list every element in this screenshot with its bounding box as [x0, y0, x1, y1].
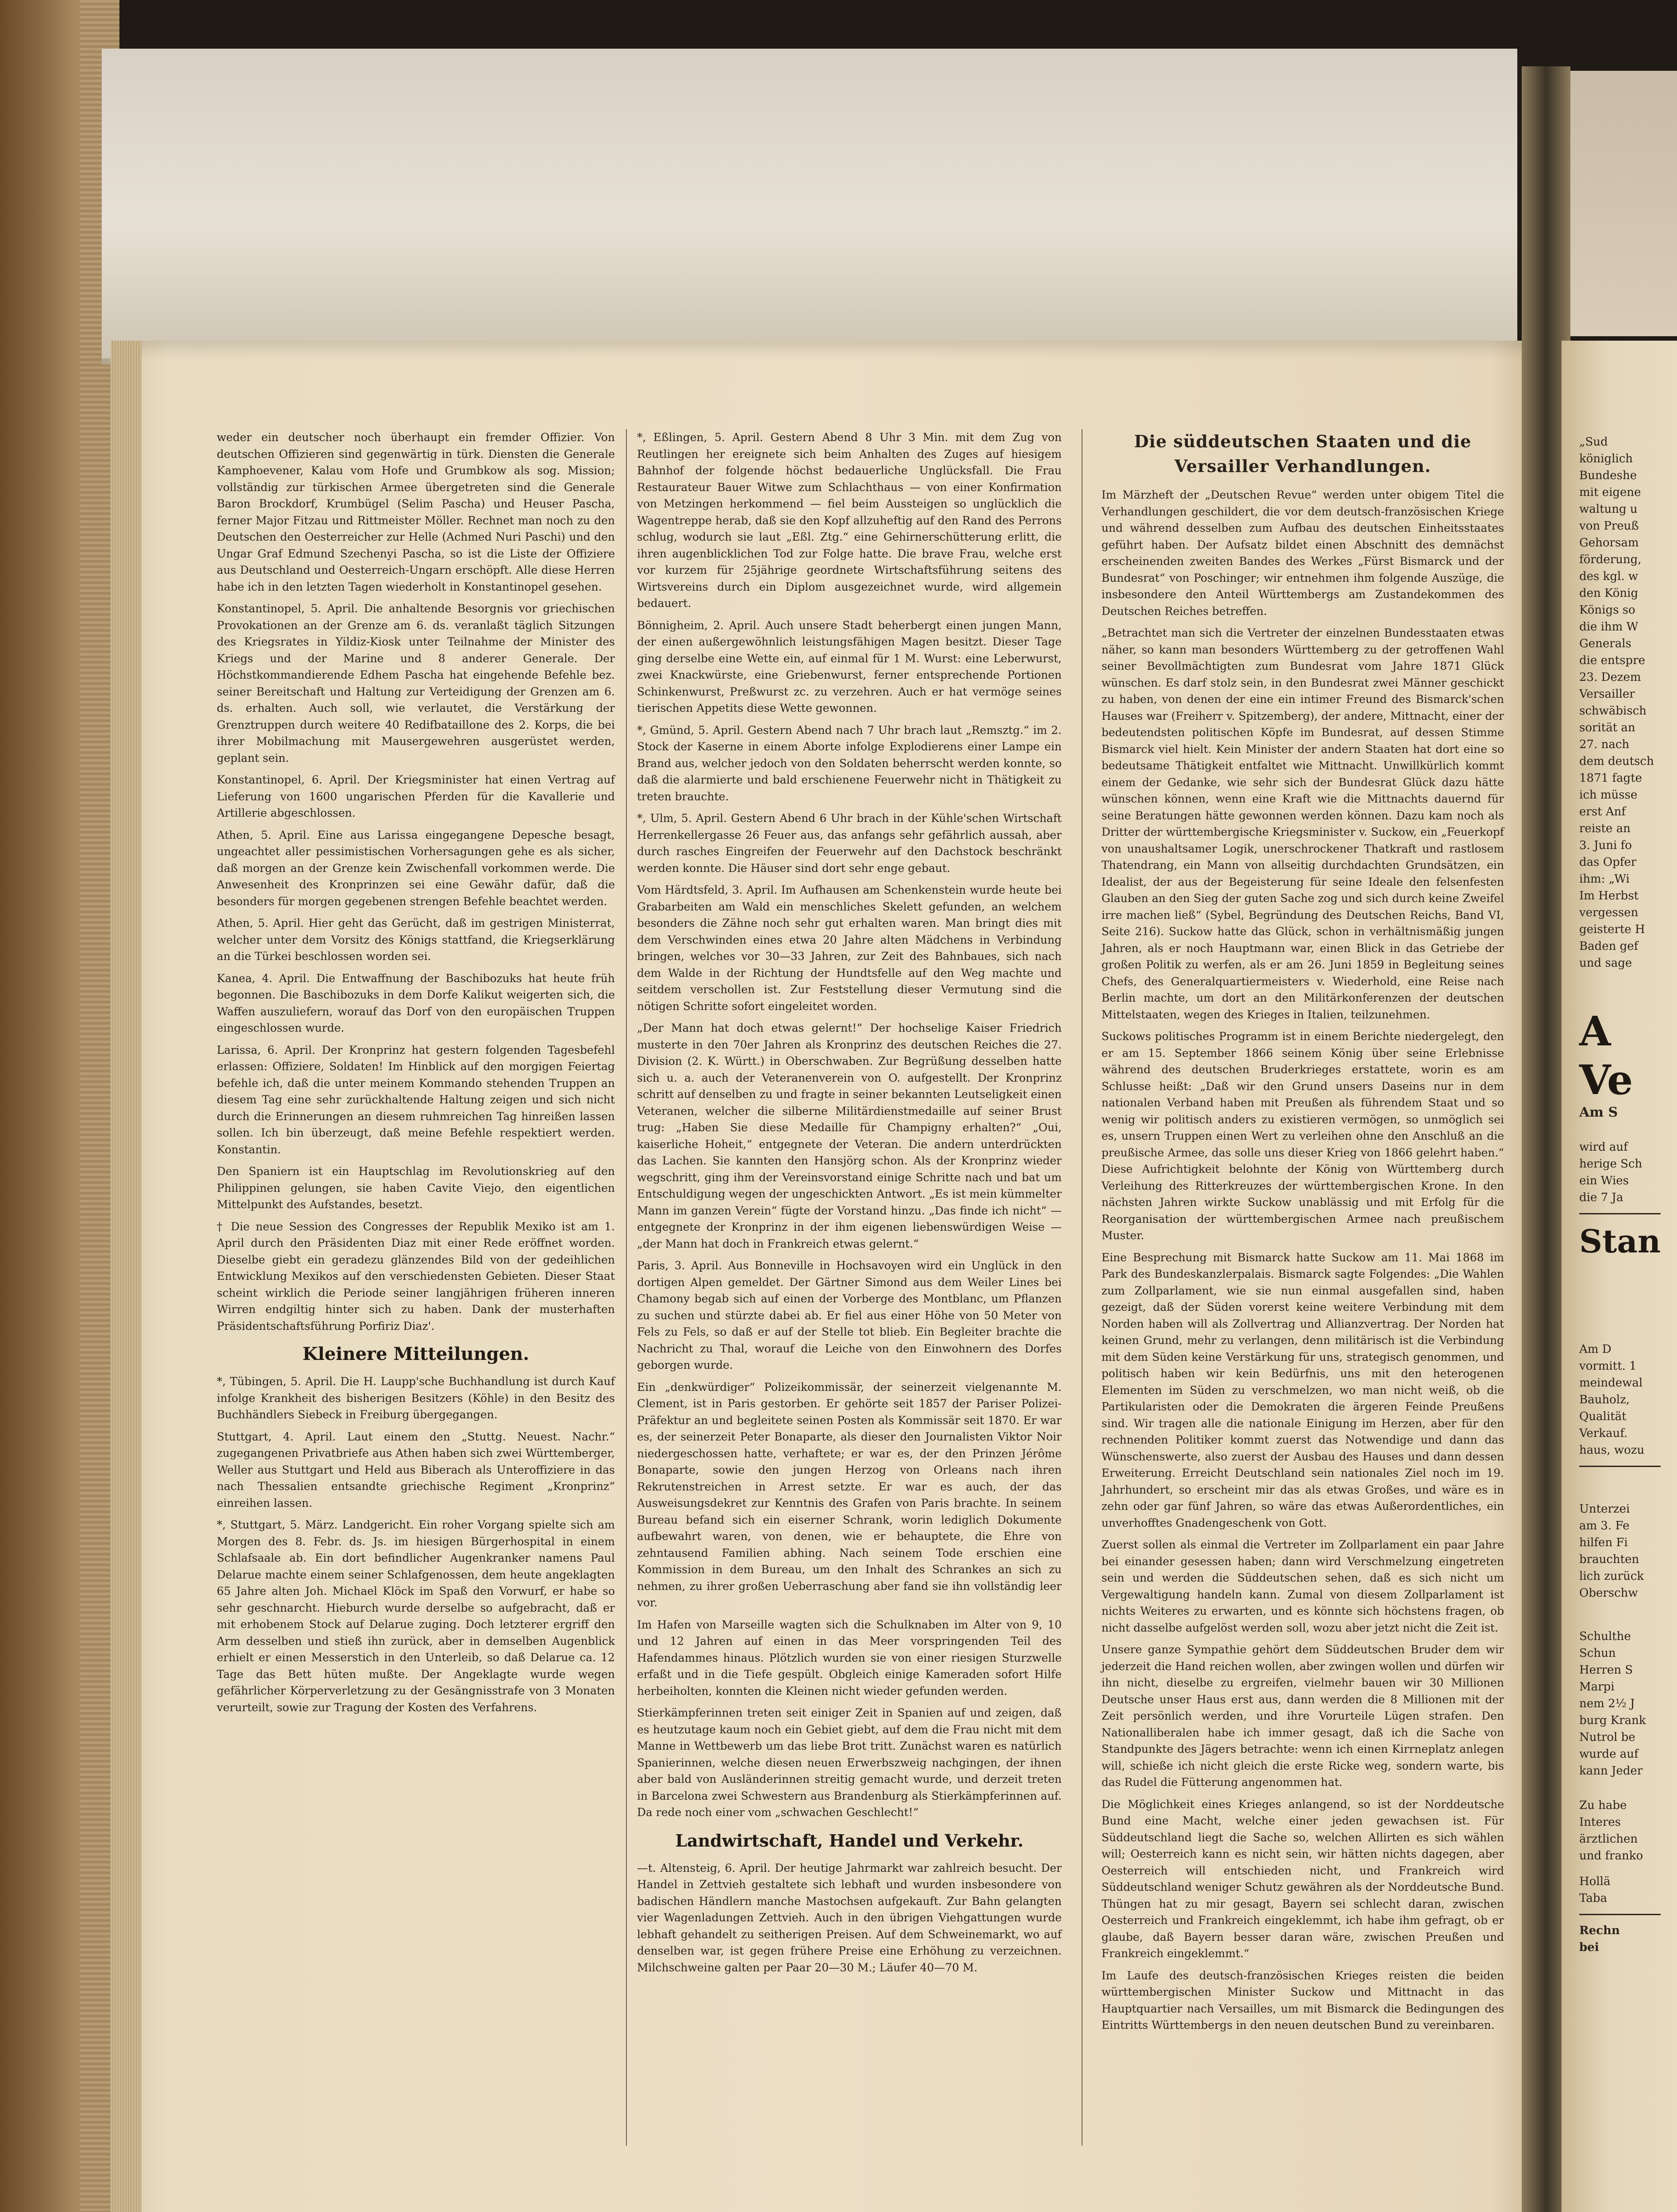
- paragraph: *, Gmünd, 5. April. Gestern Abend nach 7 Uhr brach laut „Remsztg.“ im 2. Stock der Kaserne in einem Aborte infolge Explodierens einer Lampe ein Brand aus, welcher jedoch von den Soldaten beherrscht werden konnte, so daß die alarmierte und bald erschienene Feuerwehr nicht in Thätigkeit zu treten brauchte.: [637, 723, 1062, 803]
- right-page-line: Am S: [1579, 1105, 1618, 1120]
- right-page-line: und franko: [1579, 1849, 1643, 1863]
- paragraph: „Betrachtet man sich die Vertreter der einzelnen Bundesstaaten etwas näher, so kann man besonders Württemberg zu der getroffenen Wahl seiner Bevollmächtigten zum Bundesrat vom Jahre 1871 Glück wünschen. Es darf stolz sein, in den Bundesrat zwei Männer geschickt zu haben, von denen der eine ein intimer Freund des Bismarck'schen Hauses war (Freiherr v. Spitzemberg), der andere, Mittnacht, einer der bedeutendsten politischen Köpfe im Bundesrat, auf dessen Stimme Bismarck viel hielt. Kein Minister der andern Staaten hat dort eine so bedeutsame Thätigkeit entfaltet wie Mittnacht. Unwillkürlich kommt einem der Gedanke, wie sehr sich der Bundesrat Glück dazu hätte wünschen können, wenn eine Kraft wie die Mittnachts dauernd für seine Beratungen hätte gewonnen werden können. Dazu kam noch als Dritter der württembergische Kriegsminister v. Suckow, ein „Feuerkopf von unaushaltsamer Logik, unerschrockener Thatkraft und rastlosem Thatendrang, ein Mann von allseitig durchdachten Grundsätzen, ein Idealist, der aus der Begeisterung für seine Ideale den felsenfesten Glauben an den Sieg der guten Sache zog und sich durch keine Zweifel irre machen ließ“ (Sybel, Begründung des Deutschen Reichs, Band VI, Seite 216). Suckow hatte das Glück, schon in verhältnismäßig jungen Jahren, als er noch Hauptmann war, einen Blick in das Getriebe der großen Politik zu werfen, als er am 26. Juni 1859 in Begleitung seines Chefs, des Generalquartiermeisters v. Wiederhold, eine Reise nach Berlin machte, um dort an den Militärkonferenzen der deutschen Mittelstaaten, wegen des Krieges in Italien, teilzunehmen.: [1101, 626, 1504, 1021]
- right-page-line: wurde auf: [1579, 1747, 1639, 1761]
- right-page-heading: Ve: [1579, 1056, 1633, 1104]
- paragraph: Den Spaniern ist ein Hauptschlag im Revolutionskrieg auf den Philippinen gelungen, sie haben Cavite Viejo, den eigentlichen Mittelpunkt des Aufstandes, besetzt.: [217, 1165, 615, 1211]
- right-page-line: vergessen: [1579, 906, 1639, 919]
- right-page-line: die ihm W: [1579, 620, 1639, 634]
- right-page-line: nem 2½ J: [1579, 1697, 1635, 1710]
- column-1: [217, 429, 615, 1721]
- right-page-line: ärztlichen: [1579, 1832, 1638, 1846]
- right-page-block-7: [1579, 1873, 1661, 1907]
- paragraph: Vom Härdtsfeld, 3. April. Im Aufhausen am Schenkenstein wurde heute bei Grabarbeiten am Wald ein menschliches Skelett gefunden, an welchem besonders die Zähne noch sehr gut erhalten waren. Man bringt dies mit dem Verschwinden eines etwa 20 Jahre alten Mädchens in Verbindung bringen, welches vor 30—33 Jahren, zur Zeit des Bahnbaues, sich nach dem Walde in der Richtung der Hundtsfelle auf den Weg machte und seitdem verschollen ist. Zur Feststellung dieser Vermutung sind die nötigen Schritte sofort eingeleitet worden.: [637, 883, 1062, 1013]
- right-page: [1562, 341, 1677, 2212]
- right-page-line: des kgl. w: [1579, 570, 1639, 583]
- right-page-text: [1579, 434, 1661, 1956]
- right-page-line: und sage: [1579, 956, 1632, 970]
- right-page-line: Oberschw: [1579, 1586, 1638, 1600]
- paragraph: Larissa, 6. April. Der Kronprinz hat gestern folgenden Tagesbefehl erlassen: Offiziere, Soldaten! Im Hinblick auf den morgigen Feiertag befehle ich, daß die unter meinem Kommando stehenden Truppen an diesem Tag eine sehr zurückhaltende Haltung zeigen und sich nicht durch die Erinnerungen an diesem ruhmreichen Tag hinreißen lassen sollen. Ich bin überzeugt, daß meine Befehle respektiert werden. Konstantin.: [217, 1043, 615, 1156]
- right-page-line: ich müsse: [1579, 788, 1638, 802]
- right-page-line: burg Krank: [1579, 1714, 1646, 1727]
- right-page-line: Schun: [1579, 1647, 1616, 1660]
- right-page-line: geisterte H: [1579, 923, 1645, 936]
- paragraph: Paris, 3. April. Aus Bonneville in Hochsavoyen wird ein Unglück in den dortigen Alpen gemeldet. Der Gärtner Simond aus dem Weiler Lines bei Chamony begab sich auf einen der Vorberge des Montblanc, um Pflanzen zu suchen und stürzte dabei ab. Er fiel aus einer Höhe von 50 Meter von Fels zu Fels, so daß er auf der Stelle tot blieb. Ein Begleiter brachte die Nachricht zu Thal, worauf die Leiche von den Einwohnern des Dorfes geborgen wurde.: [637, 1259, 1062, 1371]
- right-page-line: Marpi: [1579, 1680, 1615, 1694]
- right-page-line: brauchten: [1579, 1553, 1639, 1566]
- right-page-line: mit eigene: [1579, 486, 1641, 499]
- right-page-block-5: [1579, 1628, 1661, 1779]
- right-page-line: Herren S: [1579, 1663, 1633, 1677]
- right-page-line: sorität an: [1579, 721, 1635, 734]
- right-page-line: von Preuß: [1579, 519, 1639, 533]
- right-page-line: ihm: „Wi: [1579, 872, 1630, 886]
- right-page-line: bei: [1579, 1941, 1599, 1954]
- right-page-block-3: [1579, 1341, 1661, 1459]
- column-divider: [626, 429, 627, 2146]
- right-page-line: wird auf: [1579, 1141, 1628, 1154]
- right-page-line: reiste an: [1579, 822, 1631, 835]
- right-page-line: Verkauf.: [1579, 1427, 1628, 1440]
- divider: [1579, 1914, 1661, 1915]
- paragraph: Im Hafen von Marseille wagten sich die Schulknaben im Alter von 9, 10 und 12 Jahren auf einen in das Meer vorspringenden Teil des Hafendammes hinaus. Plötzlich wurden sie von einer riesigen Sturzwelle erfaßt und in die Tiefe gespült. Obgleich einige Kameraden sofort Hilfe herbeiholten, konnten die Kleinen nicht wieder gefunden werden.: [637, 1618, 1062, 1697]
- right-page-line: Interes: [1579, 1816, 1621, 1829]
- right-page-line: Schulthe: [1579, 1630, 1631, 1643]
- right-page-block-1: [1579, 434, 1661, 972]
- paragraph: Eine Besprechung mit Bismarck hatte Suckow am 11. Mai 1868 im Park des Bundeskanzlerpalais. Bismarck sagte Folgendes: „Die Wahlen zum Zollparlament, wie sie nun einmal ausgefallen sind, haben gezeigt, daß der Süden vorerst keine weitere Verbindung mit dem Norden haben will als Zollvertrag und Allianzvertrag. Der Norden hat keinen Grund, mehr zu verlangen, denn militärisch ist die Verbindung mit dem Süden keine Verstärkung für uns, strategisch genommen, und politisch haben wir kein Bedürfnis, uns mit den heterogenen Elementen im Süden zu verschmelzen, wo man nicht weiß, ob die Partikularisten oder die Demokraten die ärgeren Feinde Preußens sind. Wir tragen alle die nationale Einigung im Herzen, aber für den rechnenden Politiker kommt zuerst das Notwendige und dann das Wünschenswerte, also zuerst der Ausbau des Hauses und dann dessen Erweiterung. Erreicht Deutschland sein nationales Ziel noch im 19. Jahrhundert, so erscheint mir das als etwas Großes, und wäre es in zehn oder gar fünf Jahren, so wäre das etwas Außerordentliches, ein unverhofftes Gnadengeschenk von Gott.: [1101, 1251, 1504, 1529]
- right-page-line: erst Anf: [1579, 805, 1626, 818]
- right-page-heading: A: [1579, 1007, 1611, 1055]
- paragraph: Konstantinopel, 6. April. Der Kriegsminister hat einen Vertrag auf Lieferung von 1600 ungarischen Pferden für die Kavallerie und Artillerie abgeschlossen.: [217, 773, 615, 819]
- right-page-line: vormitt. 1: [1579, 1359, 1637, 1373]
- right-page-line: 1871 fagte: [1579, 772, 1642, 785]
- right-page-line: Gehorsam: [1579, 536, 1639, 549]
- right-page-block-8: [1579, 1922, 1661, 1956]
- paragraph: Zuerst sollen als einmal die Vertreter im Zollparlament ein paar Jahre bei einander gesessen haben; dann wird Verschmelzung eingetreten sein und werden die Süddeutschen sehen, daß es sich nicht um Vergewaltigung handeln kann. Zumal von diesem Zollparlament ist nichts Weiteres zu erwarten, und es könnte sich höchstens fragen, ob nicht dasselbe aufgelöst werden soll, wozu aber jetzt nicht die Zeit ist.: [1101, 1538, 1504, 1634]
- right-page-line: 23. Dezem: [1579, 671, 1641, 684]
- right-page-line: königlich: [1579, 452, 1633, 465]
- right-page-line: den König: [1579, 587, 1639, 600]
- right-page-line: das Opfer: [1579, 856, 1637, 869]
- paragraph: —t. Altensteig, 6. April. Der heutige Jahrmarkt war zahlreich besucht. Der Handel in Zettvieh gestaltete sich lebhaft und wurden insbesondere von badischen Händlern manche Mastochsen aufgekauft. Zur Bahn gelangten vier Wagenladungen Zettvieh. Auch in den übrigen Viehgattungen wurde lebhaft gehandelt zu seitherigen Preisen. Auf dem Schweinemarkt, wo auf denselben war, ist gegen frühere Preise eine Erhöhung zu verzeichnen. Milchschweine galten per Paar 20—30 M.; Läufer 40—70 M.: [637, 1861, 1062, 1974]
- section-heading: Landwirtschaft, Handel und Verkehr.: [675, 1830, 1024, 1851]
- section-heading: Kleinere Mitteilungen.: [302, 1344, 530, 1364]
- right-page-line: Baden gef: [1579, 940, 1639, 953]
- right-page-line: dem deutsch: [1579, 755, 1654, 768]
- paragraph: Im Laufe des deutsch-französischen Krieges reisten die beiden württembergischen Minister Suckow und Mittnacht in das Hauptquartier nach Versailles, um mit Bismarck die Bedingungen des Eintritts Württembergs in den neuen deutschen Bund zu vereinbaren.: [1101, 1969, 1504, 2032]
- article-title: [1101, 429, 1504, 479]
- right-page-line: Hollä: [1579, 1875, 1611, 1888]
- right-page-block-6: [1579, 1797, 1661, 1864]
- paragraph: Suckows politisches Programm ist in einem Berichte niedergelegt, den er am 15. September 1866 seinem König über seine Erlebnisse während des deutschen Bruderkrieges erstattete, worin es am Schlusse heißt: „Daß wir den Grund unsers Daseins nur in dem nationalen Verband haben mit Preußen als führendem Staat und so wenig wir politisch anders zu existieren vermögen, so unmöglich sei es, unsern Truppen einen Wert zu verleihen ohne den Anschluß an die preußische Armee, das solle uns dieser Krieg von 1866 gelehrt haben.“ Diese Aufrichtigkeit belohnte der König von Württemberg durch Verleihung des Ritterkreuzes der württembergischen Krone. In den nächsten Jahren wirkte Suckow unablässig und mit Erfolg für die Reorganisation der württembergischen Armee nach preußischem Muster.: [1101, 1030, 1504, 1242]
- divider: [1579, 1466, 1661, 1467]
- right-page-line: Unterzei: [1579, 1502, 1630, 1516]
- right-page-line: Im Herbst: [1579, 889, 1639, 902]
- right-page-line: Rechn: [1579, 1924, 1620, 1937]
- right-page-line: haus, wozu: [1579, 1444, 1645, 1457]
- right-page-line: förderung,: [1579, 553, 1642, 566]
- right-page-line: Versailler: [1579, 687, 1635, 701]
- right-page-line: hilfen Fi: [1579, 1536, 1628, 1549]
- right-page-line: Generals: [1579, 637, 1631, 650]
- paper-flap: [102, 49, 1517, 365]
- right-page-block-2: [1579, 1139, 1661, 1206]
- paragraph: Im Märzheft der „Deutschen Revue“ werden unter obigem Titel die Verhandlungen geschildert, die vor dem deutsch-französischen Kriege und während desselben zum Aufbau des deutschen Einheitsstaates geführt haben. Der Aufsatz bildet einen Abschnitt des demnächst erscheinenden zweiten Bandes des Werkes „Fürst Bismarck und der Bundesrat“ von Poschinger; wir entnehmen ihm folgende Auszüge, die insbesondere den Anteil Württembergs am Zustandekommen des Deutschen Reiches betreffen.: [1101, 488, 1504, 618]
- paragraph: Ein „denkwürdiger“ Polizeikommissär, der seinerzeit vielgenannte M. Clement, ist in Paris gestorben. Er gehörte seit 1857 der Pariser Polizei-Präfektur an und begleitete seinen Posten als Kommissär seit 1870. Er war es, der seinerzeit Peter Bonaparte, als dieser den Journalisten Viktor Noir niedergeschossen hatte, verhaftete; er war es, der den Prinzen Jérôme Bonaparte, sowie den jungen Herzog von Orleans nach ihren Rekrutenstreichen in Arrest setzte. Er war es auch, der das Ausweisungsdekret zur Kenntnis des Grafen von Paris brachte. In seinem Bureau befand sich ein eiserner Schrank, worin lediglich Dokumente aufbewahrt waren, von denen, wie er behauptete, die Ehre von zehntausend Familien abhing. Nach seinem Tode erschien eine Kommission in dem Bureau, um den Inhalt des Schrankes an sich zu nehmen, zu ihrer großen Ueberraschung aber fand sie ihn vollständig leer vor.: [637, 1380, 1062, 1609]
- paragraph: *, Stuttgart, 5. März. Landgericht. Ein roher Vorgang spielte sich am Morgen des 8. Febr. ds. Js. im hiesigen Bürgerhospital in einem Schlafsaale ab. Ein dort befindlicher Augenkranker namens Paul Delarue machte einem seiner Schlafgenossen, dem heute angeklagten 65 Jahre alten Joh. Michael Klöck im Spaß den Vorwurf, er habe so sehr geschnarcht. Hieburch wurde derselbe so aufgebracht, daß er mit erhobenem Stock auf Delarue zuging. Doch letzterer ergriff den Arm desselben und stieß ihn zurück, aber in demselben Augenblick erhielt er einen Messerstich in den Unterleib, so daß Delarue ca. 12 Tage das Bett hüten mußte. Der Angeklagte wurde wegen gefährlicher Körperverletzung zu der Gesängnisstrafe von 3 Monaten verurteilt, sowie zur Tragung der Kosten des Verfahrens.: [217, 1518, 615, 1714]
- paragraph: Die Möglichkeit eines Krieges anlangend, so ist der Norddeutsche Bund eine Macht, welche einer jeden gewachsen ist. Für Süddeutschland liegt die Sache so, welchen Allirten es sich wählen will; Oesterreich kann es nicht sein, wir hätten nichts dagegen, aber Oesterreich will entschieden nicht, und Frankreich wird Süddeutschland weniger Schutz gewähren als der Norddeutsche Bund. Thüngen hat zu mir gesagt, Bayern sei schlecht daran, zwischen Oesterreich und Frankreich eingeklemmt, ich habe ihm gefragt, ob er glaube, daß Bayern besser daran wäre, zwischen Preußen und Frankreich eingeklemmt.“: [1101, 1797, 1504, 1960]
- paragraph: Athen, 5. April. Eine aus Larissa eingegangene Depesche besagt, ungeachtet aller pessimistischen Vorhersagungen gehe es als sicher, daß morgen an der Grenze kein Zwischenfall vorkommen werde. Die Anwesenheit des Kronprinzen sei eine Gewähr dafür, daß die besonders für morgen gegebenen strengen Befehle beachtet werden.: [217, 828, 615, 908]
- paragraph: Kanea, 4. April. Die Entwaffnung der Baschibozuks hat heute früh begonnen. Die Baschibozuks in dem Dorfe Kalikut weigerten sich, die Waffen auszuliefern, worauf das Dorf von den europäischen Truppen eingeschlossen wurde.: [217, 972, 615, 1034]
- column-2: [637, 429, 1062, 1981]
- right-page-line: die entspre: [1579, 654, 1645, 667]
- divider: [1579, 1213, 1661, 1214]
- paragraph: *, Ulm, 5. April. Gestern Abend 6 Uhr brach in der Kühle'schen Wirtschaft Herrenkellergasse 26 Feuer aus, das anfangs sehr gefährlich aussah, aber durch rasches Eingreifen der Feuerwehr auf den Dachstock beschränkt werden konnte. Die Häuser sind dort sehr enge gebaut.: [637, 812, 1062, 875]
- article-title-line-2: Versailler Verhandlungen.: [1174, 456, 1431, 476]
- paragraph: *, Tübingen, 5. April. Die H. Laupp'sche Buchhandlung ist durch Kauf infolge Krankheit des bisherigen Besitzers (Köhle) in den Besitz des Buchhändlers Siebeck in Freiburg übergegangen.: [217, 1375, 615, 1421]
- paragraph: Stierkämpferinnen treten seit einiger Zeit in Spanien auf und zeigen, daß es heutzutage kaum noch ein Gebiet giebt, auf dem die Frau nicht mit dem Manne in Wettbewerb um das liebe Brot tritt. Zunächst waren es natürlich Spanierinnen, welche diesen neuen Erwerbszweig nachgingen, der ihnen aber bald von Ausländerinnen streitig gemacht wurde, und derzeit treten in Barcelona zwei Schwestern aus Brandenburg als Stierkämpferinnen auf. Da rede noch einer vom „schwachen Geschlecht!“: [637, 1706, 1062, 1819]
- right-page-line: Qualität: [1579, 1410, 1627, 1423]
- right-page-line: Bundeshe: [1579, 469, 1637, 482]
- right-page-line: waltung u: [1579, 503, 1638, 516]
- right-page-line: Am D: [1579, 1343, 1612, 1356]
- paragraph: „Der Mann hat doch etwas gelernt!“ Der hochselige Kaiser Friedrich musterte in den 70er Jahren als Kronprinz des deutschen Reiches die 27. Division (2. K. Württ.) in Oberschwaben. Zur Begrüßung desselben hatte sich u. a. auch der Veteranenverein von O. aufgestellt. Der Kronprinz schritt auf denselben zu und fragte in seiner bekannten Leutseligkeit einen Veteranen, welcher die silberne Militärdienstmedaille auf seiner Brust trug: „Haben Sie diese Medaille für Champigny erhalten?“ „Oui, kaiserliche Hoheit,“ entgegnete der Veteran. Die andern unterdrückten das Lachen. Sie kannten den Hansjörg schon. Als der Kronprinz wieder wegschritt, ging ihm der Vereinsvorstand einige Schritte nach und bat um Entschuldigung wegen der ungeschickten Antwort. „Es ist mein kümmelter Mann im ganzen Verein“ fügte der Vorstand hinzu. „Das finde ich nicht“ — entgegnete der Kronprinz in der ihm eigenen liebenswürdigen Weise — „der Mann hat doch in Frankreich etwas gelernt.“: [637, 1022, 1062, 1250]
- right-page-line: Taba: [1579, 1892, 1607, 1905]
- right-page-line: Zu habe: [1579, 1799, 1627, 1812]
- paragraph: *, Eßlingen, 5. April. Gestern Abend 8 Uhr 3 Min. mit dem Zug von Reutlingen her ereignete sich beim Anhalten des Zuges auf hiesigem Bahnhof der folgende höchst bedauerliche Unglücksfall. Die Frau Restaurateur Bauer Witwe zum Schlachthaus — von einer Konfirmation von Metzingen herkommend — fiel beim Aussteigen so unglücklich die Wagentreppe herab, daß sie den Kopf allzuheftig auf den Rand des Perrons schlug, wodurch sie laut „Eßl. Ztg.“ eine Gehirnerschütterung erlitt, die ihren augenblicklichen Tod zur Folge hatte. Die brave Frau, welche erst vor kurzem für 25jährige geordnete Wirtschaftsführung seitens des Wirtsvereins durch ein Diplom ausgezeichnet wurde, wird allgemein bedauert.: [637, 431, 1062, 610]
- paragraph: weder ein deutscher noch überhaupt ein fremder Offizier. Von deutschen Offizieren sind gegenwärtig in türk. Diensten die Generale Kamphoevener, Kalau vom Hofe und Grumbkow als sog. Mission; vollständig zur türkischen Armee übergetreten sind die Generale Baron Brockdorf, Krumbügel (Selim Pascha) und Heuser Pascha, ferner Major Fitzau und Rittmeister Möller. Rechnet man noch zu den Deutschen den Oesterreicher zur Helle (Achmed Nuri Paschi) und den Ungar Graf Edmund Szechenyi Pascha, so ist die Liste der Offiziere aus Deutschland und Oesterreich-Ungarn erschöpft. Alle diese Herren habe ich in den letzten Tagen wiederholt in Konstantinopel gesehen.: [217, 431, 615, 593]
- paper-flap-right: [1566, 71, 1677, 336]
- paragraph: Stuttgart, 4. April. Laut einem den „Stuttg. Neuest. Nachr.“ zugegangenen Privatbriefe aus Athen haben sich zwei Württemberger, Weller aus Stuttgart und Held aus Biberach als Unteroffiziere in das nach Thessalien entsandte griechische Regiment „Kronprinz“ einreihen lassen.: [217, 1430, 615, 1509]
- paragraph: † Die neue Session des Congresses der Republik Mexiko ist am 1. April durch den Präsidenten Diaz mit einer Rede eröffnet worden. Dieselbe giebt ein geradezu glänzendes Bild von der gedeihlichen Entwicklung Mexikos auf den verschiedensten Gebieten. Dieser Staat scheint wirklich die Periode seiner langjährigen früheren inneren Wirren endgiltig hinter sich zu haben. Dank der musterhaften Präsidentschaftsführung Porfiriz Diaz'.: [217, 1220, 615, 1333]
- paragraph: Athen, 5. April. Hier geht das Gerücht, daß im gestrigen Ministerrat, welcher unter dem Vorsitz des Königs stattfand, die Kriegserklärung an die Türkei beschlossen worden sei.: [217, 917, 615, 963]
- paragraph: Konstantinopel, 5. April. Die anhaltende Besorgnis vor griechischen Provokationen an der Grenze am 6. ds. veranlaßt täglich Sitzungen des Kriegsrates in Yildiz-Kiosk unter Teilnahme der Minister des Kriegs und der Marine und 8 anderer Generale. Der Höchstkommandierende Edhem Pascha hat eingehende Befehle bez. seiner Bereitschaft und Haltung zur Verteidigung der Grenzen am 6. ds. erhalten. Auch soll, wie verlautet, die Verstärkung der Grenztruppen durch weitere 40 Redifbataillone des 2. Korps, die bei ihrer Mobilmachung mit Mausergewehren ausgerüstet werden, geplant sein.: [217, 602, 615, 764]
- right-page-line: „Sud: [1579, 435, 1608, 449]
- right-page-line: Bauholz,: [1579, 1393, 1630, 1406]
- right-page-line: 27. nach: [1579, 738, 1630, 751]
- article-title-line-1: Die süddeutschen Staaten und die: [1134, 431, 1472, 451]
- right-page-line: 3. Juni fo: [1579, 839, 1632, 852]
- paragraph: Bönnigheim, 2. April. Auch unsere Stadt beherbergt einen jungen Mann, der einen außergewöhnlich leistungsfähigen Magen besitzt. Dieser Tage ging derselbe eine Wette ein, auf einmal für 1 M. Wurst: eine Leberwurst, zwei Knackwürste, eine Griebenwurst, ferner entsprechende Portionen Schinkenwurst, Preßwurst zc. zu verzehren. Auch er hat vermöge seines tierischen Appetits diese Wette gewonnen.: [637, 618, 1062, 714]
- right-page-line: die 7 Ja: [1579, 1191, 1623, 1204]
- page-edges: [111, 341, 142, 2212]
- right-page-line: herige Sch: [1579, 1157, 1642, 1171]
- right-page-block-4: [1579, 1501, 1661, 1601]
- right-page-line: Königs so: [1579, 603, 1635, 617]
- right-page-line: lich zurück: [1579, 1570, 1644, 1583]
- right-page-line: schwäbisch: [1579, 704, 1647, 718]
- right-page-heading: Stan: [1579, 1222, 1661, 1260]
- paragraph: Unsere ganze Sympathie gehört dem Süddeutschen Bruder dem wir jederzeit die Hand reichen wollen, aber zwingen wollen und dürfen wir ihn nicht, dieselbe zu ergreifen, vielmehr bauen wir 30 Millionen Deutsche unser Haus erst aus, dann werden die 8 Millionen mit der Zeit persönlich werden, und ihre Vorurteile Lügen strafen. Den Nationalliberalen habe ich immer gesagt, daß ich die Sache von Standpunkte des Jägers betrachte: wenn ich einen Kirrneplatz anlegen will, schieße ich nicht gleich die erste Ricke weg, sondern warte, bis das Rudel die Fütterung angenommen hat.: [1101, 1643, 1504, 1789]
- column-3: [1101, 429, 1504, 2039]
- right-page-line: ein Wies: [1579, 1174, 1629, 1187]
- right-page-line: meindewal: [1579, 1376, 1643, 1390]
- right-page-line: am 3. Fe: [1579, 1519, 1630, 1532]
- right-page-line: kann Jeder: [1579, 1764, 1643, 1778]
- right-page-line: Nutrol be: [1579, 1731, 1635, 1744]
